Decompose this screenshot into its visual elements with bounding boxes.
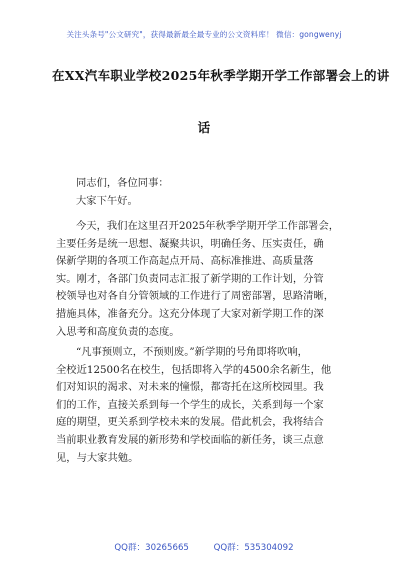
paragraph-line: 当前职业教育发展的新形势和学校面临的新任务，谈三点意 <box>56 433 324 446</box>
paragraph-line: 庭的期望，更关系到学校未来的发展。借此机会，我将结合 <box>56 416 324 429</box>
paragraph-line: 保新学期的各项工作高起点开局、高标准推进、高质量落 <box>56 255 314 268</box>
document-title-line-1: 在XX汽车职业学校2025年秋季学期开学工作部署会上的讲 <box>52 68 390 83</box>
paragraph-line: 措施具体，准备充分。这充分体现了大家对新学期工作的深 <box>56 307 324 320</box>
footer <box>0 541 408 553</box>
greeting-block <box>56 175 362 210</box>
footer-qq-group-2: QQ群：535304092 <box>213 543 294 553</box>
paragraph-2 <box>56 344 362 467</box>
paragraph-line: 见，与大家共勉。 <box>56 451 139 464</box>
paragraph-line: 实。刚才，各部门负责同志汇报了新学期的工作计划，分管 <box>56 272 324 285</box>
paragraph-line: 们的工作，直接关系到每一个学生的成长，关系到每一个家 <box>56 398 324 411</box>
paragraph-line: 校领导也对各自分管领域的工作进行了周密部署，思路清晰， <box>56 290 335 303</box>
salutation: 大家下午好。 <box>76 194 138 207</box>
header-banner: 关注头条号"公文研究"，获得最新最全最专业的公文资料库！ 微信：gongwenyj <box>66 30 342 39</box>
paragraph-1 <box>56 218 362 341</box>
greeting: 同志们，各位同事： <box>76 177 169 189</box>
document-title-line-2: 话 <box>197 120 211 135</box>
paragraph-line: “凡事预则立，不预则废。”新学期的号角即将吹响， <box>76 346 308 358</box>
paragraph-line: 们对知识的渴求、对未来的憧憬，都寄托在这所校园里。我 <box>56 381 324 394</box>
paragraph-line: 入思考和高度负责的态度。 <box>56 325 180 338</box>
paragraph-line: 全校近12500名在校生，包括即将入学的4500余名新生，他 <box>56 363 332 376</box>
paragraph-line: 主要任务是统一思想、凝聚共识，明确任务、压实责任，确 <box>56 237 324 250</box>
paragraph-line: 今天，我们在这里召开2025年秋季学期开学工作部署会， <box>76 220 340 232</box>
footer-qq-group-1: QQ群：30265665 <box>114 543 189 553</box>
